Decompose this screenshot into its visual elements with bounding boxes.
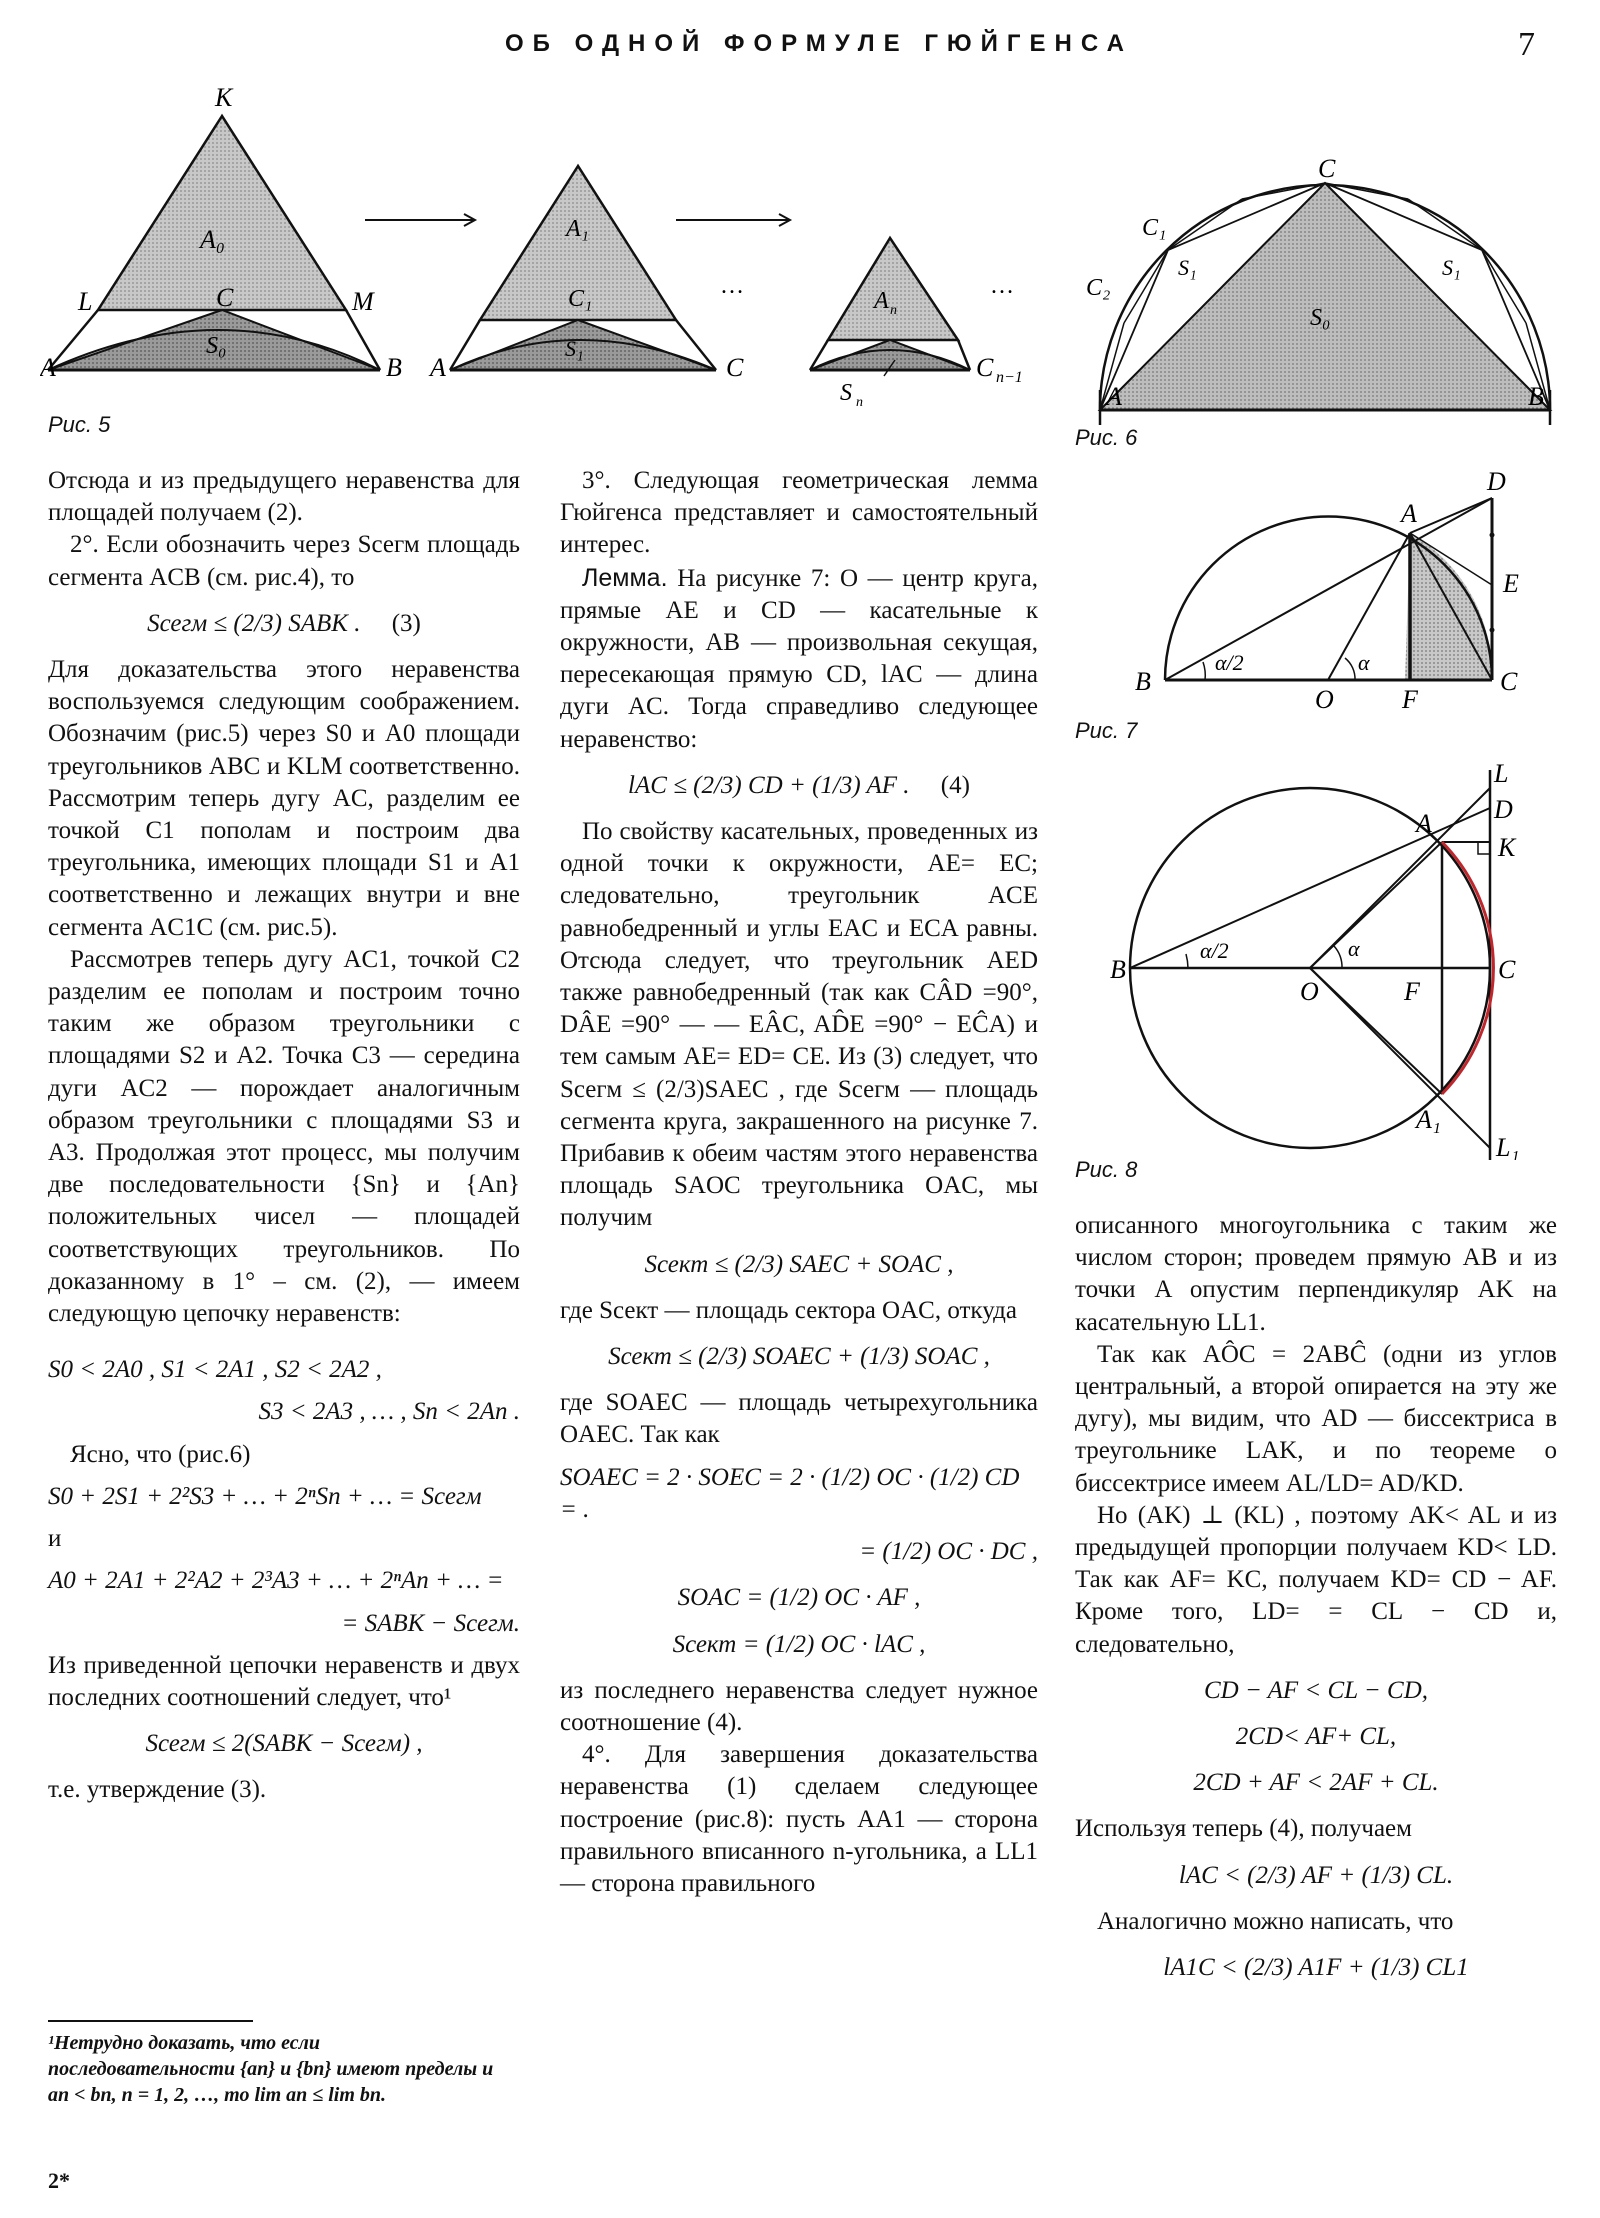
svg-text:A₁: A₁ [566, 216, 590, 242]
svg-text:B: B [1110, 955, 1126, 984]
svg-text:D: D [1487, 470, 1506, 496]
svg-text:A: A [1401, 499, 1417, 528]
col1-paragraph-7: т.е. утверждение (3). [48, 1776, 267, 1804]
svg-text:C₂: C₂ [1086, 275, 1111, 301]
svg-text:…: … [990, 273, 1014, 299]
svg-text:F: F [1402, 685, 1418, 714]
svg-text:n: n [856, 395, 863, 408]
col2-equation-c4: Sсект = (1/2) OC · lAC , [672, 1630, 926, 1658]
col2-paragraph-7: 4°. Для завершения доказательства неравенства (1) сделаем следующее построение (рис.8): пусть AA1 — сторона правильного вписанного n-угольника, а LL1 — сторона правильного [560, 1741, 1038, 1897]
col1-equation-3: Sсегм ≤ (2/3) SABK . (3) [147, 609, 421, 637]
svg-text:M: M [352, 287, 374, 316]
figure-7-drawing [1105, 470, 1525, 720]
svg-text:S₁: S₁ [565, 336, 584, 361]
page-number: 7 [1518, 26, 1535, 63]
col1-paragraph-2: 2°. Если обозначить через Sсегм площадь сегмента ACB (см. рис.4), то [48, 531, 520, 591]
col1-paragraph-5: Ясно, что (рис.6) [70, 1440, 251, 1468]
footnote-rule [48, 2020, 253, 2022]
col1-and: и [48, 1525, 62, 1553]
svg-text:S: S [840, 380, 852, 406]
lemma-label: Лемма. [582, 563, 668, 592]
col1-paragraph-1: Отсюда и из предыдущего неравенства для площадей получаем (2). [48, 467, 520, 527]
running-title: ОБ ОДНОЙ ФОРМУЛЕ ГЮЙГЕНСА [505, 30, 1133, 57]
col1-paragraph-3: Для доказательства этого неравенства воспользуемся следующим соображением. Обозначим (рис.5) через S0 и A0 площади треугольников ABC и KLM соответственно. Рассмотрим теперь дугу AC, разделим ее точкой C1 пополам и построим два треугольника, имеющих площади S1 и A1 соответственно и лежащих внутри и вне сегмента AC1C (см. рис.5). [48, 656, 520, 941]
svg-text:A: A [874, 288, 889, 314]
figure-8-caption: Рис. 8 [1075, 1157, 1138, 1182]
col2-equation-b: Sсект ≤ (2/3) SOAEC + (1/3) SOAC , [608, 1343, 990, 1371]
figure-5-drawing [40, 78, 1080, 408]
col2-equation-c2: = (1/2) OC · DC , [859, 1538, 1038, 1566]
column-1 [48, 465, 520, 1807]
svg-text:D: D [1494, 795, 1513, 824]
svg-text:O: O [1300, 977, 1319, 1006]
col2-equation-4: lAC ≤ (2/3) CD + (1/3) AF . (4) [628, 771, 970, 799]
svg-text:L: L [78, 287, 93, 316]
svg-text:A: A [430, 353, 446, 382]
footnote: ¹Нетрудно доказать, что если последовательности {an} и {bn} имеют пределы и an < bn, n = 1, 2, …, то lim an ≤ lim bn. [48, 2032, 494, 2106]
figure-6-caption: Рис. 6 [1075, 425, 1138, 450]
svg-text:A: A [40, 353, 56, 382]
column-3 [1075, 1210, 1557, 1998]
svg-text:B: B [1135, 667, 1151, 696]
svg-text:E: E [1503, 569, 1519, 598]
svg-text:n: n [890, 303, 897, 318]
svg-text:α/2: α/2 [1200, 938, 1229, 963]
col1-final-equation: Sсегм ≤ 2(SABK − Sсегм) , [145, 1730, 423, 1758]
col2-equation-c1: SOAEC = 2 · SOEC = 2 · (1/2) OC · (1/2) CD = . [560, 1463, 1020, 1523]
col3-paragraph-1: описанного многоугольника с таким же числом сторон; проведем прямую AB и из точки A опустим перпендикуляр AK на касательную LL1. [1075, 1212, 1557, 1336]
col1-paragraph-4: Рассмотрев теперь дугу AC1, точкой C2 разделим ее пополам и построим точно таким же образом треугольники с площадями S2 и A2. Точка C3 — середина дуги AC2 — порождает аналогичным образом треугольники с площадями S3 и A3. Продолжая этот процесс, мы получим две последовательности {Sn} и {An} положительных чисел — площадей соответствующих треугольников. По доказанному в 1° – см. (2), — имеем следующую цепочку неравенств: [48, 945, 520, 1328]
col2-paragraph-2: На рисунке 7: O — центр круга, прямые AE и CD — касательные к окружности, AB — произвольная секущая, пересекающая прямую CD, lAC — длина дуги AC. Тогда справедливо следующее неравенство: [560, 564, 1039, 753]
svg-text:L: L [1494, 760, 1509, 788]
col2-paragraph-1: 3°. Следующая геометрическая лемма Гюйгенса представляет и самостоятельный интерес. [560, 467, 1038, 559]
svg-text:A₀: A₀ [200, 225, 225, 254]
svg-text:C: C [976, 353, 994, 382]
col1-sum-2b: = SABK − Sсегм. [341, 1609, 520, 1637]
col3-equation-2: 2CD< AF+ CL, [1235, 1723, 1397, 1751]
signature-mark: 2* [48, 2168, 70, 2193]
svg-text:…: … [720, 273, 744, 299]
svg-text:L₁: L₁ [1496, 1133, 1520, 1160]
svg-text:B: B [386, 353, 402, 382]
col3-paragraph-2: Так как AÔC = 2ABĈ (одни из углов центральный, а второй опирается на эту же дугу), мы видим, что AD — биссектриса в треугольнике LAK, и по теореме о биссектрисе имеем AL/LD= AD/KD. [1075, 1340, 1557, 1497]
col1-paragraph-6: Из приведенной цепочки неравенств и двух последних соотношений следует, что¹ [48, 1651, 520, 1711]
running-header [0, 26, 1600, 66]
svg-text:O: O [1315, 685, 1334, 714]
svg-text:C₁: C₁ [568, 286, 593, 312]
svg-text:C: C [1318, 155, 1336, 183]
svg-text:A: A [1416, 809, 1432, 838]
svg-text:C: C [1500, 667, 1518, 696]
col1-sum-2a: A0 + 2A1 + 2²A2 + 2³A3 + … + 2ⁿAn + … = [48, 1567, 504, 1595]
figure-7-caption: Рис. 7 [1075, 718, 1138, 743]
svg-text:C: C [216, 283, 234, 312]
figure-6-drawing [1080, 155, 1570, 425]
col3-paragraph-4: Используя теперь (4), получаем [1075, 1815, 1412, 1843]
svg-text:S₁: S₁ [1442, 255, 1461, 280]
svg-text:α: α [1358, 650, 1370, 675]
col3-equation-4: lAC < (2/3) AF + (1/3) CL. [1178, 1861, 1454, 1889]
svg-text:C: C [726, 353, 744, 382]
svg-text:α: α [1348, 936, 1360, 961]
svg-text:K: K [215, 83, 233, 112]
svg-text:α/2: α/2 [1215, 650, 1244, 675]
col3-paragraph-3: Но (AK) ⊥ (KL) , поэтому AK< AL и из предыдущей пропорции получаем KD< LD. Так как AF= KC, получаем KD= CD − AF. Кроме того, LD= = CL − CD и, следовательно, [1075, 1501, 1557, 1658]
svg-text:B: B [1528, 382, 1544, 411]
col1-sum-1: S0 + 2S1 + 2²S3 + … + 2ⁿSn + … = Sсегм [48, 1482, 482, 1510]
col3-equation-5: lA1C < (2/3) A1F + (1/3) CL1 [1163, 1954, 1469, 1982]
figure-5 [40, 78, 1080, 408]
svg-text:A₁: A₁ [1416, 1105, 1441, 1134]
svg-text:S₀: S₀ [206, 333, 227, 359]
figure-8 [1110, 760, 1550, 1160]
col3-equation-1: CD − AF < CL − CD, [1203, 1676, 1429, 1704]
col1-chain-1: S0 < 2A0 , S1 < 2A1 , S2 < 2A2 , [48, 1356, 382, 1384]
figure-6 [1080, 155, 1570, 425]
col2-equation-a: Sсект ≤ (2/3) SAEC + SOAC , [644, 1250, 954, 1278]
col3-equation-3: 2CD + AF < 2AF + CL. [1193, 1769, 1439, 1797]
svg-text:S₁: S₁ [1178, 255, 1197, 280]
svg-text:K: K [1498, 833, 1516, 862]
col2-paragraph-4: где Sсект — площадь сектора OAC, откуда [560, 1296, 1017, 1324]
col2-equation-c3: SOAC = (1/2) OC · AF , [677, 1584, 921, 1612]
col3-paragraph-5: Аналогично можно написать, что [1097, 1907, 1454, 1935]
svg-text:S₀: S₀ [1310, 305, 1331, 331]
figure-8-drawing [1110, 760, 1550, 1160]
svg-text:A: A [1106, 382, 1122, 411]
svg-text:F: F [1404, 977, 1420, 1006]
col2-paragraph-6: из последнего неравенства следует нужное соотношение (4). [560, 1676, 1038, 1736]
figure-5-caption: Рис. 5 [48, 412, 111, 437]
col1-chain-2: S3 < 2A3 , … , Sn < 2An . [258, 1398, 520, 1426]
col2-paragraph-5: где SOAEC — площадь четырехугольника OAEC. Так как [560, 1389, 1038, 1449]
column-2 [560, 465, 1038, 1900]
col2-paragraph-3: По свойству касательных, проведенных из одной точки к окружности, AE= EC; следовательно, треугольник ACE равнобедренный и углы EAC и ECA равны. Отсюда следует, что треугольник AED также равнобедренный (так как CÂD =90°, DÂE =90° — — EÂC, AD̂E =90° − EĈA) и тем самым AE= ED= CE. Из (3) следует, что Sсегм ≤ (2/3)SAEC , где Sсегм — площадь сегмента круга, закрашенного на рисунке 7. Прибавив к обеим частям этого неравенства площадь SAOC треугольника OAC, мы получим [560, 818, 1038, 1232]
figure-7 [1105, 470, 1525, 720]
svg-text:C₁: C₁ [1142, 215, 1167, 241]
svg-text:C: C [1498, 955, 1516, 984]
svg-text:n−1: n−1 [996, 369, 1023, 386]
